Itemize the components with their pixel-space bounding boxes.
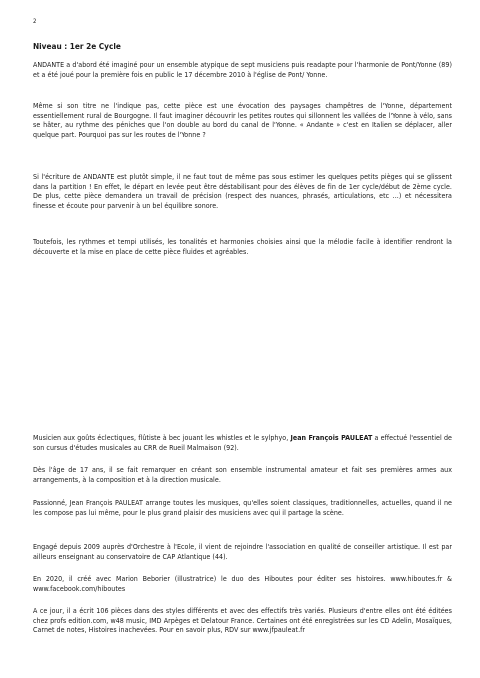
intro-paragraph-1: ANDANTE a d'abord été imaginé pour un ensemble atypique de sept musiciens puis readapte pour l'harmonie de Pont/Yonne (89) et a été joué pour la première fois en public le 17 décembre 2010 à l'église de Pont/ Yonne. (33, 60, 452, 79)
bio-paragraph-3: Passionné, Jean François PAULEAT arrange toutes les musiques, qu'elles soient classiques, traditionnelles, actuelles, quand il ne les compose pas lui même, pour le plus grand plaisir des musiciens avec qui il partage la scène. (33, 498, 452, 517)
intro-paragraph-2: Même si son titre ne l'indique pas, cette pièce est une évocation des paysages champêtres de l'Yonne, département essentiellement rural de Bourgogne. Il faut imaginer découvrir les petites routes qui sillonnent les vallées de l'Yonne à vélo, sans se hâter, au rythme des péniches que l'on double au bord du canal de l'Yonne. « Andante » c'est en Italien se déplacer, aller quelque part. Pourquoi pas sur les routes de l'Yonne ? (33, 101, 452, 139)
level-heading: Niveau : 1er 2e Cycle (33, 41, 121, 51)
composer-name: Jean François PAULEAT (290, 433, 373, 442)
bio-text: a effectué l'essentiel de son cursus d'études musicales au CRR de Rueil Malmaison (92). (33, 433, 452, 452)
intro-paragraph-3: Si l'écriture de ANDANTE est plutôt simple, il ne faut tout de même pas sous estimer les quelques petits pièges qui se glissent dans la partition ! En effet, le départ en levée peut être déstabilisant pour des élèves de fin de 1er cycle/début de 2ème cycle. De plus, cette pièce demandera un travail de précision (respect des nuances, phrasés, articulations, etc ...) et nécessitera finesse et écoute pour parvenir à un bel équilibre sonore. (33, 172, 452, 210)
bio-paragraph-5: En 2020, il créé avec Marion Beborier (illustratrice) le duo des Hiboutes pour éditer ses histoires. www.hiboutes.fr & www.facebook.com/hiboutes (33, 574, 452, 593)
bio-paragraph-6: A ce jour, il a écrit 106 pièces dans des styles différents et avec des effectifs très variés. Plusieurs d'entre elles ont été éditées chez profs edition.com, w48 music, IMD Arpèges et Delatour France. Certaines ont été enregistrées sur les CD Adelin, Mosaïques, Carnet de notes, Histoires inachevées. Pour en savoir plus, RDV sur www.jfpauleat.fr (33, 606, 452, 635)
intro-paragraph-4: Toutefois, les rythmes et tempi utilisés, les tonalités et harmonies choisies ainsi que la mélodie facile à identifier rendront la découverte et la mise en place de cette pièce fluides et agréables. (33, 237, 452, 256)
bio-text: Musicien aux goûts éclectiques, flûtiste à bec jouant les whistles et le sylphyo, (33, 433, 291, 442)
page-number: 2 (33, 18, 37, 25)
bio-paragraph-4: Engagé depuis 2009 auprès d'Orchestre à l'Ecole, il vient de rejoindre l'association en qualité de conseiller artistique. Il est par ailleurs enseignant au conservatoire de CAP Atlantique (44). (33, 542, 452, 561)
bio-paragraph-2: Dès l'âge de 17 ans, il se fait remarquer en créant son ensemble instrumental amateur et fait ses premières armes aux arrangements, à la composition et à la direction musicale. (33, 465, 452, 484)
bio-paragraph-1 (33, 433, 452, 452)
